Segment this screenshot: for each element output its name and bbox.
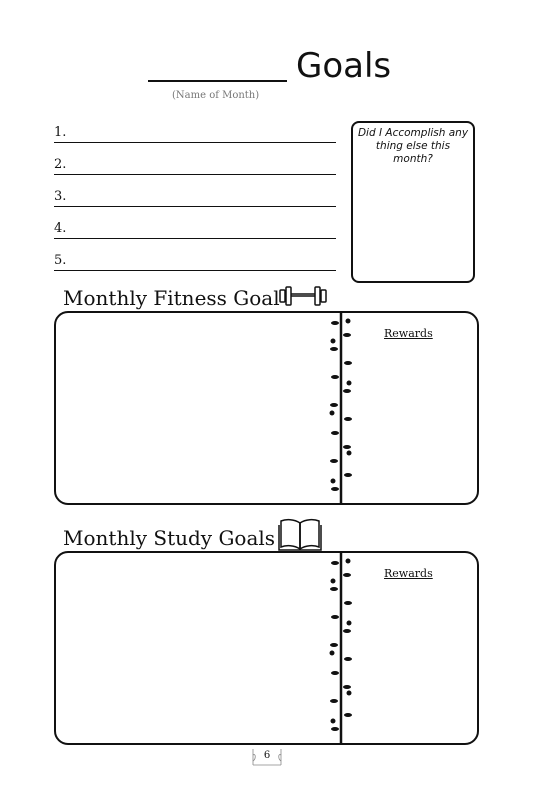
goal-number: 2. [54,157,67,172]
goal-number: 4. [54,221,67,236]
goal-line-5[interactable] [54,248,336,271]
goal-line-2[interactable] [54,152,336,175]
goal-line-4[interactable] [54,216,336,239]
study-goal-panel[interactable] [54,551,479,745]
dumbbell-icon [278,285,328,307]
accomplish-prompt: Did I Accomplish any thing else this month? [357,127,469,165]
fitness-goal-panel[interactable] [54,311,479,505]
goal-line-3[interactable] [54,184,336,207]
vine-divider-icon [326,553,356,743]
study-section-title: Monthly Study Goals [63,526,276,550]
page-title: Goals [296,46,392,86]
accomplish-box[interactable] [351,121,475,283]
month-name-blank-line[interactable] [148,80,287,82]
goal-line-1[interactable] [54,120,336,143]
month-name-caption: (Name of Month) [172,90,260,101]
study-rewards-label: Rewards [384,567,433,580]
fitness-rewards-label: Rewards [384,327,433,340]
page-number-box [251,747,283,767]
goal-number: 5. [54,253,67,268]
page-number: 6 [263,750,271,761]
vine-divider-icon [326,313,356,503]
goal-number: 1. [54,125,67,140]
goal-number: 3. [54,189,67,204]
book-icon [278,517,322,551]
fitness-section-title: Monthly Fitness Goal [63,286,280,310]
